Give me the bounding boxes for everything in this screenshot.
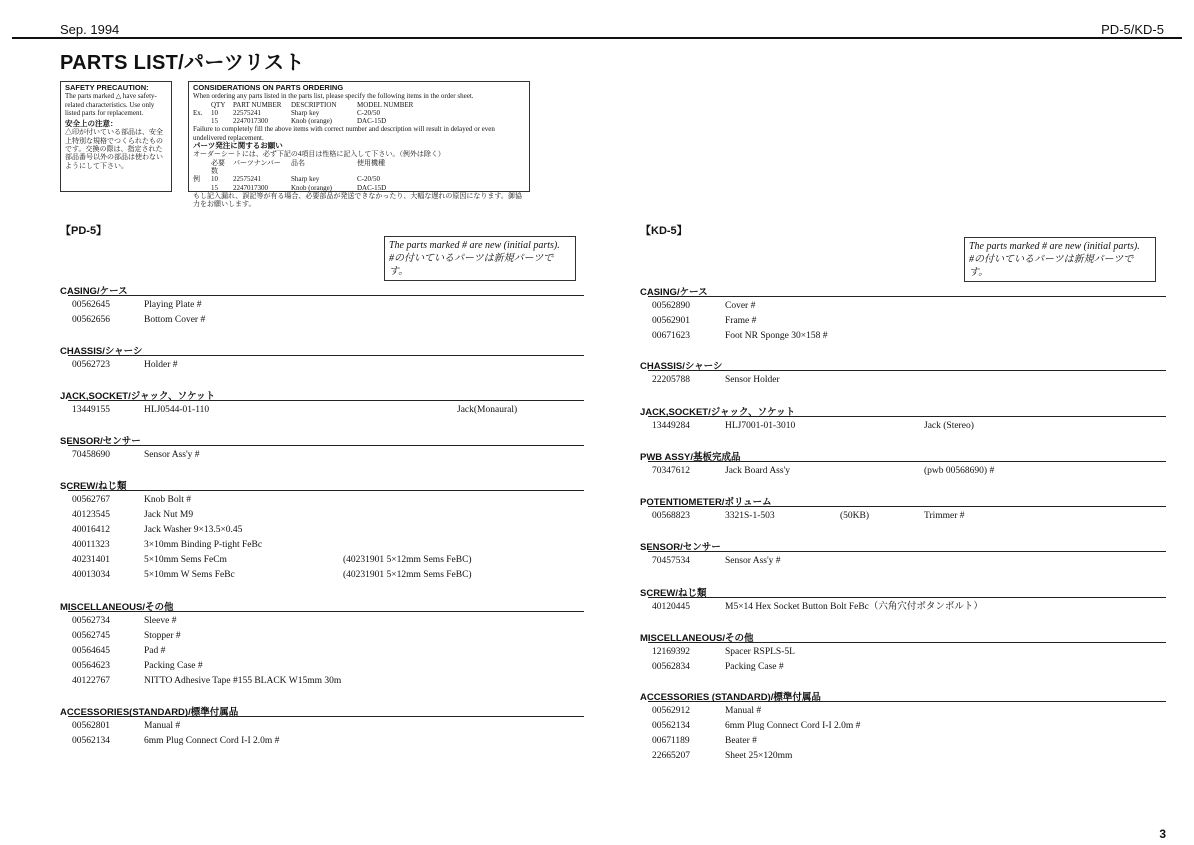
example-table-cell: Knob (orange) (291, 117, 333, 126)
part-number: 13449155 (72, 405, 110, 415)
part-number: 22665207 (652, 751, 690, 761)
section-rule (68, 490, 584, 491)
part-description: Jack Washer 9×13.5×0.45 (144, 525, 243, 535)
part-row (60, 448, 584, 463)
section-title: SCREW/ねじ類 (60, 481, 127, 492)
safety-heading: SAFETY PRECAUTION: (65, 83, 149, 92)
part-number: 00562134 (652, 721, 690, 731)
part-number: 12169392 (652, 647, 690, 657)
pd5-section (60, 704, 584, 749)
part-description: Packing Case # (725, 662, 784, 672)
part-row (60, 629, 584, 644)
part-description: HLJ0544-01-110 (144, 405, 210, 415)
part-row (60, 659, 584, 674)
section-rule (68, 445, 584, 446)
section-title: PWB ASSY/基板完成品 (640, 452, 741, 463)
part-row (640, 329, 1166, 344)
section-rule (648, 597, 1166, 598)
part-remark: (pwb 00568690) # (924, 466, 995, 476)
example-table-cell: 2247017300 (233, 183, 268, 192)
part-row (60, 734, 584, 749)
safety-heading-jp: 安全上の注意： (65, 119, 118, 129)
part-row (60, 298, 584, 313)
pd5-note-en: The parts marked # are new (initial parts). (389, 240, 560, 251)
example-table-cell: 品名 (291, 158, 305, 167)
example-table-cell: DAC-15D (357, 183, 387, 192)
example-table-cell: MODEL NUMBER (357, 100, 414, 109)
part-alternate: (40231901 5×12mm Sems FeBC) (343, 570, 472, 580)
page-number: 3 (1159, 827, 1166, 841)
part-number: 00562723 (72, 360, 110, 370)
part-alternate: (50KB) (840, 511, 870, 521)
example-table-cell (193, 159, 207, 176)
kd5-new-parts-note (964, 237, 1156, 282)
part-description: 5×10mm W Sems FeBc (144, 570, 235, 580)
part-description: HLJ7001-01-3010 (725, 421, 796, 431)
part-number: 00562912 (652, 706, 690, 716)
part-number: 22205788 (652, 375, 690, 385)
part-number: 40013034 (72, 570, 110, 580)
part-description: 3×10mm Binding P-tight FeBc (144, 540, 263, 550)
part-description: Sheet 25×120mm (725, 751, 793, 761)
part-row (60, 313, 584, 328)
part-row (60, 358, 584, 373)
part-number: 40016412 (72, 525, 110, 535)
part-description: Stopper # (144, 631, 181, 641)
part-description: M5×14 Hex Socket Button Bolt FeBc（六角穴付ボタンボルト） (725, 602, 983, 612)
part-description: Jack Board Ass'y (725, 466, 791, 476)
part-description: 6mm Plug Connect Cord I-I 2.0m # (144, 736, 280, 746)
section-title: ACCESSORIES(STANDARD)/標準付属品 (60, 707, 239, 718)
part-number: 00562901 (652, 316, 690, 326)
part-row (640, 554, 1166, 569)
section-title: CHASSIS/シャーシ (60, 346, 143, 357)
kd5-section (640, 539, 1166, 569)
section-title: CASING/ケース (640, 287, 708, 298)
kd5-section (640, 284, 1166, 344)
section-title: SENSOR/センサー (640, 542, 721, 553)
part-row (60, 719, 584, 734)
part-number: 00671189 (652, 736, 690, 746)
part-description: Sensor Holder (725, 375, 780, 385)
part-description: Cover # (725, 301, 756, 311)
part-row (60, 674, 584, 689)
part-row (60, 614, 584, 629)
part-description: Knob Bolt # (144, 495, 191, 505)
part-number: 40120445 (652, 602, 690, 612)
kd5-section (640, 358, 1166, 388)
example-table-cell: QTY (211, 100, 226, 109)
example-table-cell: DAC-15D (357, 117, 387, 126)
part-number: 00562134 (72, 736, 110, 746)
part-remark: Jack (Stereo) (924, 421, 974, 431)
part-description: Holder # (144, 360, 178, 370)
part-row (640, 749, 1166, 764)
part-number: 00562656 (72, 315, 110, 325)
part-description: Spacer RSPLS-5L (725, 647, 795, 657)
example-table-cell: 2247017300 (233, 117, 268, 126)
kd5-section (640, 689, 1166, 764)
part-row (640, 660, 1166, 675)
part-number: 00564645 (72, 646, 110, 656)
header-model: PD-5/KD-5 (1101, 22, 1164, 37)
part-row (640, 373, 1166, 388)
example-table-cell: 15 (211, 117, 218, 126)
part-row (640, 645, 1166, 660)
part-row (640, 464, 1166, 479)
part-row (640, 719, 1166, 734)
part-row (60, 568, 584, 583)
pd5-section (60, 478, 584, 583)
part-row (640, 734, 1166, 749)
part-number: 00562801 (72, 721, 110, 731)
section-rule (68, 295, 584, 296)
part-number: 70457534 (652, 556, 690, 566)
example-table-cell: パーツナンバー (233, 158, 281, 167)
section-rule (648, 551, 1166, 552)
example-table-cell (193, 101, 207, 109)
part-description: Sensor Ass'y # (725, 556, 781, 566)
part-row (640, 600, 1166, 615)
example-table-cell: Ex. (193, 108, 203, 117)
safety-precaution-box (60, 81, 172, 192)
example-table-cell: DESCRIPTION (291, 100, 337, 109)
part-row (640, 314, 1166, 329)
kd5-model-label: 【KD-5】 (640, 225, 688, 237)
part-description: Manual # (725, 706, 762, 716)
part-description: Playing Plate # (144, 300, 202, 310)
considerations-heading-jp: パーツ発注に関するお願い (193, 141, 283, 151)
part-row (60, 538, 584, 553)
part-number: 00562767 (72, 495, 110, 505)
part-description: Frame # (725, 316, 757, 326)
part-description: 6mm Plug Connect Cord I-I 2.0m # (725, 721, 861, 731)
considerations-example-table-jp (193, 159, 525, 192)
considerations-intro: When ordering any parts listed in the parts list, please specify the following items in the order sheet. (193, 92, 474, 101)
section-title: CASING/ケース (60, 286, 128, 297)
part-number: 40011323 (72, 540, 110, 550)
section-title: MISCELLANEOUS/その他 (640, 633, 754, 644)
kd5-section (640, 630, 1166, 675)
part-number: 70347612 (652, 466, 690, 476)
section-title: MISCELLANEOUS/その他 (60, 602, 174, 613)
example-table-cell: 22575241 (233, 175, 261, 184)
part-description: Foot NR Sponge 30×158 # (725, 331, 828, 341)
example-table-cell: PART NUMBER (233, 100, 282, 109)
pd5-section (60, 433, 584, 463)
part-description: Sensor Ass'y # (144, 450, 200, 460)
example-table-cell: C-20/50 (357, 175, 380, 184)
part-number: 40231401 (72, 555, 110, 565)
example-table-cell: 必要数 (211, 158, 225, 175)
part-number: 00562645 (72, 300, 110, 310)
header-date: Sep. 1994 (60, 22, 120, 37)
part-number: 00564623 (72, 661, 110, 671)
part-row (640, 509, 1166, 524)
part-description: Pad # (144, 646, 166, 656)
part-description: Manual # (144, 721, 181, 731)
part-number: 70458690 (72, 450, 110, 460)
example-table-cell: Sharp key (291, 108, 320, 117)
section-title: ACCESSORIES (STANDARD)/標準付属品 (640, 692, 821, 703)
part-row (640, 704, 1166, 719)
part-description: Jack Nut M9 (144, 510, 194, 520)
kd5-section (640, 449, 1166, 479)
example-table-cell: 使用機種 (357, 158, 385, 167)
kd5-note-en: The parts marked # are new (initial parts). (969, 241, 1140, 252)
kd5-note-jp: #の付いているパーツは新規パーツです。 (969, 254, 1134, 278)
part-number: 00562745 (72, 631, 110, 641)
part-description: NITTO Adhesive Tape #155 BLACK W15mm 30m (144, 676, 342, 686)
part-description: Packing Case # (144, 661, 203, 671)
part-number: 00671623 (652, 331, 690, 341)
part-number: 13449284 (652, 421, 690, 431)
page-title: PARTS LIST/パーツリスト (60, 52, 305, 74)
section-title: POTENTIOMETER/ボリューム (640, 497, 772, 508)
pd5-section (60, 283, 584, 328)
part-number: 40122767 (72, 676, 110, 686)
part-description: 5×10mm Sems FeCm (144, 555, 227, 565)
section-rule (68, 355, 584, 356)
section-title: JACK,SOCKET/ジャック、ソケット (60, 391, 216, 402)
example-table-cell: C-20/50 (357, 108, 380, 117)
safety-text-jp: △印が付いている部品は、安全上特別な規格でつくられたものです。交換の際は、指定された部品番号以外の部品は使わないようにして下さい。 (65, 128, 163, 170)
example-table-cell: 10 (211, 175, 218, 184)
section-title: SCREW/ねじ類 (640, 588, 707, 599)
part-number: 00562734 (72, 616, 110, 626)
part-alternate: (40231901 5×12mm Sems FeBC) (343, 555, 472, 565)
section-title: JACK,SOCKET/ジャック、ソケット (640, 407, 796, 418)
pd5-section (60, 388, 584, 418)
part-description: 3321S-1-503 (725, 511, 775, 521)
pd5-note-jp: #の付いているパーツは新規パーツです。 (389, 253, 554, 277)
part-row (60, 553, 584, 568)
pd5-model-label: 【PD-5】 (60, 225, 108, 237)
kd5-section (640, 585, 1166, 615)
part-row (60, 644, 584, 659)
part-row (60, 403, 584, 418)
example-table-cell: Sharp key (291, 175, 320, 184)
part-row (60, 493, 584, 508)
header-rule (12, 37, 1182, 39)
example-table-cell (193, 184, 207, 192)
considerations-warning-jp: もし記入漏れ、誤記等が有る場合、必要部品が発送できなかったり、大幅な遅れの原因になります。御協力をお願いします。 (193, 191, 522, 209)
pd5-new-parts-note (384, 236, 576, 281)
section-rule (648, 370, 1166, 371)
pd5-section (60, 599, 584, 689)
considerations-intro-jp: オーダーシートには、必ず下記の4項目は性格に記入して下さい。（例外は除く） (193, 150, 445, 159)
part-description: Beater # (725, 736, 757, 746)
example-table-cell: 15 (211, 183, 218, 192)
kd5-section (640, 494, 1166, 524)
pd5-section (60, 343, 584, 373)
part-row (60, 508, 584, 523)
section-title: SENSOR/センサー (60, 436, 141, 447)
example-table-cell: 10 (211, 108, 218, 117)
considerations-heading: CONSIDERATIONS ON PARTS ORDERING (193, 83, 344, 92)
part-row (640, 419, 1166, 434)
considerations-example-table (193, 101, 525, 126)
section-rule (648, 296, 1166, 297)
part-row (640, 299, 1166, 314)
part-number: 00562890 (652, 301, 690, 311)
part-description: Bottom Cover # (144, 315, 206, 325)
part-description: Sleeve # (144, 616, 177, 626)
part-number: 40123545 (72, 510, 110, 520)
safety-text-en: The parts marked △ have safety-related characteristics. Use only listed parts for replacement. (65, 92, 157, 117)
part-number: 00568823 (652, 511, 690, 521)
example-table-cell: 22575241 (233, 108, 261, 117)
considerations-warning: Failure to completely fill the above items with correct number and description will result in delayed or even undelivered replacement. (193, 125, 495, 142)
part-number: 00562834 (652, 662, 690, 672)
kd5-section (640, 404, 1166, 434)
part-row (60, 523, 584, 538)
example-table-cell (193, 117, 207, 125)
part-remark: Jack(Monaural) (457, 405, 518, 415)
ordering-considerations-box (188, 81, 530, 209)
section-title: CHASSIS/シャーシ (640, 361, 723, 372)
example-table-cell: 例 (193, 175, 200, 184)
part-remark: Trimmer # (924, 511, 965, 521)
example-table-cell: Knob (orange) (291, 183, 333, 192)
